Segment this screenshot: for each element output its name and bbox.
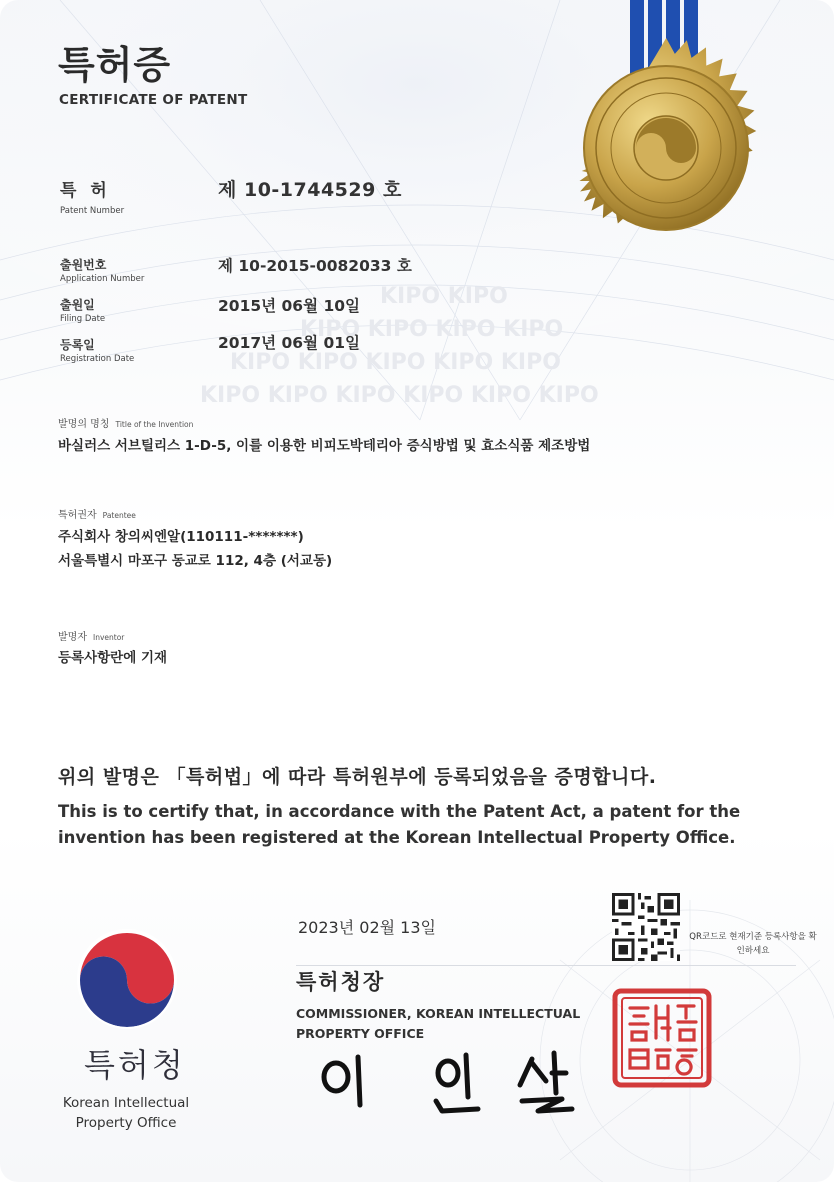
invention-section-label [58,412,193,431]
commissioner-title: 특허청장 [296,970,386,994]
svg-text:KIPO KIPO KIPO KIPO: KIPO KIPO KIPO KIPO [300,317,564,342]
patent-number-label-en: Patent Number [60,206,125,216]
certification-en: This is to certify that, in accordance with the Patent Act, a patent for the invention has been registered at the Korean Intellectual Property Office. [58,802,741,847]
inventor-label: 발명자 [58,632,87,643]
inventor-value: 등록사항란에 기재 [58,650,168,666]
certification-ko: 위의 발명은 「특허법」에 따라 특허원부에 등록되었음을 증명합니다. [58,766,657,788]
filing-date-value: 2015년 06월 10일 [218,297,360,315]
patent-number-label: 특 허 [60,181,111,201]
page-subtitle: CERTIFICATE OF PATENT [59,92,248,108]
application-number-label-en: Application Number [60,274,145,284]
patentee-name: 주식회사 창의씨엔알(110111-*******) [58,529,304,545]
registration-date-label-en: Registration Date [60,354,135,364]
patentee-section-label [58,503,136,522]
application-number-value: 제 10-2015-0082033 호 [218,257,412,275]
svg-text:KIPO KIPO KIPO KIPO KIPO KIPO: KIPO KIPO KIPO KIPO KIPO KIPO [200,383,599,408]
gold-seal-icon [556,38,776,258]
inventor-label-en: Inventor [92,633,125,642]
invention-label-en: Title of the Invention [115,420,194,429]
registration-date-label: 등록일 [60,338,95,352]
kipo-logo-icon [74,926,180,1032]
patentee-address: 서울특별시 마포구 동교로 112, 4층 (서교동) [58,553,333,569]
invention-title: 바실러스 서브틸리스 1-D-5, 이를 이용한 비피도박테리아 증식방법 및 효소식품 제조방법 [58,438,591,454]
qr-note: QR코드로 현재기준 등록사항을 확인하세요 [689,932,817,956]
svg-text:KIPO KIPO: KIPO KIPO [380,284,508,309]
signature-icon [310,1045,590,1125]
registration-date-value: 2017년 06월 01일 [218,334,360,352]
patent-number-value: 제 10-1744529 호 [218,179,402,201]
patentee-label-en: Patentee [102,511,136,520]
svg-text:KIPO KIPO KIPO KIPO KIPO: KIPO KIPO KIPO KIPO KIPO [230,350,561,375]
application-number-label: 출원번호 [60,258,107,272]
office-name: 특허청 [84,1046,186,1084]
page-title: 특허증 [58,43,172,87]
invention-label: 발명의 명칭 [58,419,110,430]
patentee-label: 특허권자 [58,510,97,521]
qr-code-icon[interactable] [612,893,680,961]
office-name-en: Korean Intellectual Property Office [62,1095,190,1131]
inventor-section-label [58,625,124,644]
filing-date-label-en: Filing Date [60,314,106,324]
filing-date-label: 출원일 [60,298,95,312]
official-stamp-icon [612,988,712,1088]
issue-date: 2023년 02월 13일 [298,918,436,937]
commissioner-title-en: COMMISSIONER, KOREAN INTELLECTUAL PROPERTY OFFICE [296,1006,581,1041]
